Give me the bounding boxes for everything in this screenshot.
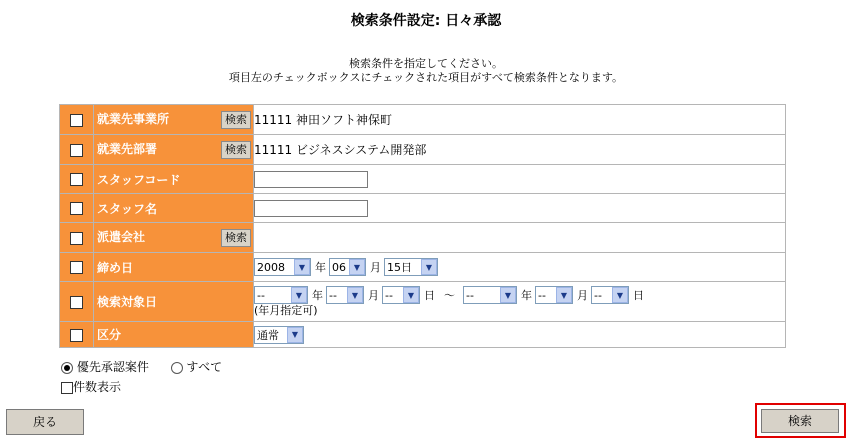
chevron-down-icon: ▼ [287, 327, 303, 343]
all-radio[interactable] [171, 362, 183, 374]
search-date-note: (年月指定可) [254, 304, 318, 317]
chevron-down-icon: ▼ [500, 287, 516, 303]
count-display-label: 件数表示 [73, 380, 122, 394]
instructions [0, 57, 852, 85]
chevron-down-icon: ▼ [421, 259, 437, 275]
row-department [60, 135, 786, 165]
from-year-select[interactable]: -- ▼ [254, 286, 308, 304]
chevron-down-icon: ▼ [349, 259, 365, 275]
instruction-line-1: 検索条件を指定してください。 [349, 57, 503, 70]
chevron-down-icon: ▼ [347, 287, 363, 303]
range-tilde: ～ [444, 289, 455, 302]
staff-code-label: スタッフコード [97, 172, 181, 187]
staff-name-checkbox[interactable] [70, 202, 83, 215]
from-day-select[interactable]: -- ▼ [382, 286, 420, 304]
chevron-down-icon: ▼ [294, 259, 310, 275]
back-button[interactable]: 戻る [6, 409, 84, 435]
staff-code-input[interactable] [254, 171, 368, 188]
office-checkbox[interactable] [70, 114, 83, 127]
category-select[interactable]: 通常 ▼ [254, 326, 304, 344]
row-office [60, 105, 786, 135]
chevron-down-icon: ▼ [403, 287, 419, 303]
category-label: 区分 [97, 328, 122, 342]
category-checkbox[interactable] [70, 329, 83, 342]
page-title: 検索条件設定: 日々承認 [350, 13, 502, 29]
closing-month-select[interactable]: 06 ▼ [329, 258, 366, 276]
office-search-button[interactable]: 検索 [221, 111, 251, 129]
to-day-select[interactable]: -- ▼ [591, 286, 629, 304]
search-date-label: 検索対象日 [97, 295, 158, 309]
office-label: 就業先事業所 [97, 112, 170, 126]
search-conditions-table [59, 104, 786, 348]
row-search-date: 検索対象日 -- ▼ 年 -- ▼ 月 -- ▼ 日 ～ -- ▼ 年 -- ▼ 月 -- ▼ 日 (年月指定可) [60, 282, 786, 322]
closing-date-label: 締め日 [97, 260, 134, 275]
chevron-down-icon: ▼ [612, 287, 628, 303]
department-label: 就業先部署 [97, 142, 158, 156]
to-month-select[interactable]: -- ▼ [535, 286, 573, 304]
all-radio-label: すべて [186, 360, 223, 374]
row-closing-date: 締め日 2008 ▼ 年 06 ▼ 月 15日 ▼ [60, 253, 786, 282]
office-value: 11111 神田ソフト神保町 [254, 113, 392, 127]
search-date-checkbox[interactable] [70, 296, 83, 309]
row-agency [60, 223, 786, 253]
row-staff-name [60, 194, 786, 223]
count-display-checkbox[interactable] [61, 382, 73, 394]
department-search-button[interactable]: 検索 [221, 141, 251, 159]
from-month-select[interactable]: -- ▼ [326, 286, 364, 304]
search-button-highlight [755, 403, 846, 438]
row-staff-code [60, 165, 786, 194]
priority-radio[interactable] [61, 362, 73, 374]
count-display-option [61, 378, 121, 395]
staff-code-checkbox[interactable] [70, 173, 83, 186]
agency-search-button[interactable]: 検索 [221, 229, 251, 247]
chevron-down-icon: ▼ [291, 287, 307, 303]
agency-label: 派遣会社 [97, 230, 146, 244]
to-year-select[interactable]: -- ▼ [463, 286, 517, 304]
instruction-line-2: 項目左のチェックボックスにチェックされた項目がすべて検索条件となります。 [228, 71, 624, 84]
closing-year-select[interactable]: 2008 ▼ [254, 258, 311, 276]
staff-name-input[interactable] [254, 200, 368, 217]
row-category [60, 322, 786, 348]
department-checkbox[interactable] [70, 144, 83, 157]
closing-day-select[interactable]: 15日 ▼ [384, 258, 438, 276]
closing-date-checkbox[interactable] [70, 261, 83, 274]
chevron-down-icon: ▼ [556, 287, 572, 303]
department-value: 11111 ビジネスシステム開発部 [254, 143, 427, 157]
search-button[interactable]: 検索 [761, 409, 839, 433]
approval-filter [61, 358, 222, 375]
priority-radio-label: 優先承認案件 [76, 360, 149, 374]
agency-checkbox[interactable] [70, 232, 83, 245]
staff-name-label: スタッフ名 [97, 201, 158, 216]
